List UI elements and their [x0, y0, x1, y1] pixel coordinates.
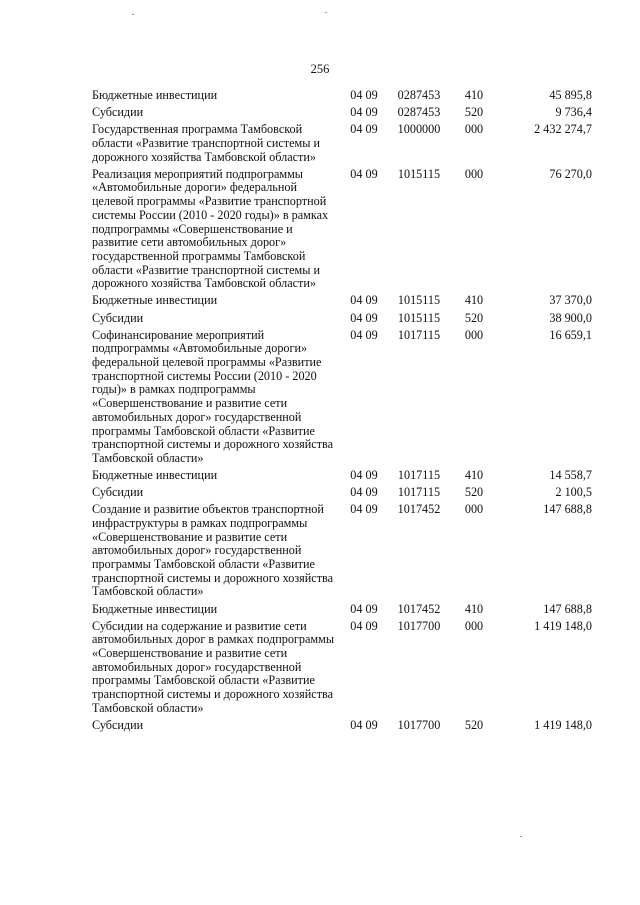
item-name: Субсидии на содержание и развитие сети автомобильных дорог в рамках подпрограммы «Совершенствование и развитие сети автомобильных дорог» государственной программы Тамбовской области «Развитие транспортной системы и дорожного хозяйства Тамбовской области»: [92, 618, 335, 715]
section-code: 04 09: [350, 601, 378, 616]
expense-type: 000: [464, 122, 484, 137]
section-code: 04 09: [350, 88, 378, 102]
table-row: [92, 168, 592, 295]
expense-type: 520: [464, 717, 484, 732]
table-row: [92, 123, 592, 168]
section-code: 04 09: [350, 468, 378, 483]
table-row: [92, 469, 592, 486]
table-row: [92, 106, 592, 123]
expense-type: 410: [464, 468, 484, 483]
expense-type: 520: [464, 485, 484, 500]
item-name: Бюджетные инвестиции: [92, 293, 218, 308]
scan-speck: [325, 12, 327, 13]
item-name: Бюджетные инвестиции: [92, 88, 218, 102]
section-code: 04 09: [350, 502, 378, 517]
table-row: [92, 312, 592, 329]
target-code: 1017115: [397, 468, 441, 483]
amount: 147 688,8: [543, 601, 592, 616]
amount: 37 370,0: [549, 293, 592, 308]
item-name: Субсидии: [92, 105, 144, 120]
expense-type: 520: [464, 105, 484, 120]
section-code: 04 09: [350, 618, 378, 633]
expense-type: 520: [464, 310, 484, 325]
target-code: 0287453: [397, 88, 441, 102]
expense-type: 410: [464, 88, 484, 102]
table-row: [92, 329, 592, 469]
item-name: Софинансирование мероприятий подпрограммы «Автомобильные дороги» федеральной целевой программы «Развитие транспортной системы России (2010 - 2020 годы)» в рамках подпрограммы «Совершенствование и развитие сети автомобильных дорог» государственной программы Тамбовской области «Развитие транспортной системы и дорожного хозяйства Тамбовской области»: [92, 327, 334, 465]
item-name: Создание и развитие объектов транспортной инфраструктуры в рамках подпрограммы «Совершенствование и развитие сети автомобильных дорог» государственной программы Тамбовской области «Развитие транспортной системы и дорожного хозяйства Тамбовской области»: [92, 502, 334, 599]
table-row: [92, 486, 592, 503]
amount: 2 100,5: [555, 485, 592, 500]
amount: 1 419 148,0: [534, 717, 592, 732]
item-name: Бюджетные инвестиции: [92, 468, 218, 483]
section-code: 04 09: [350, 122, 378, 137]
section-code: 04 09: [350, 105, 378, 120]
table-row: [92, 503, 592, 602]
expense-type: 000: [464, 327, 484, 342]
amount: 38 900,0: [549, 310, 592, 325]
target-code: 1000000: [397, 122, 441, 137]
table-row: [92, 294, 592, 311]
amount: 9 736,4: [555, 105, 592, 120]
amount: 14 558,7: [549, 468, 592, 483]
amount: 147 688,8: [543, 502, 592, 517]
amount: 1 419 148,0: [534, 618, 592, 633]
expense-type: 410: [464, 601, 484, 616]
target-code: 1017700: [397, 717, 441, 732]
item-name: Субсидии: [92, 310, 144, 325]
amount: 45 895,8: [549, 88, 592, 102]
item-name: Субсидии: [92, 485, 144, 500]
section-code: 04 09: [350, 166, 378, 181]
item-name: Субсидии: [92, 717, 144, 732]
expense-type: 000: [464, 166, 484, 181]
table-row: [92, 719, 592, 736]
target-code: 1015115: [397, 293, 441, 308]
amount: 76 270,0: [549, 166, 592, 181]
section-code: 04 09: [350, 310, 378, 325]
table-row: [92, 603, 592, 620]
target-code: 1015115: [397, 166, 441, 181]
budget-table: [92, 89, 592, 736]
section-code: 04 09: [350, 717, 378, 732]
item-name: Реализация мероприятий подпрограммы «Автомобильные дороги» федеральной целевой программы «Развитие транспортной системы России (2010 - 2020 годы)» в рамках подпрограммы «Совершенствование и развитие сети автомобильных дорог» государственной программы Тамбовской области «Развитие транспортной системы и дорожного хозяйства Тамбовской области»: [92, 166, 329, 291]
target-code: 1017115: [397, 485, 441, 500]
target-code: 1015115: [397, 310, 441, 325]
expense-type: 410: [464, 293, 484, 308]
expense-type: 000: [464, 618, 484, 633]
target-code: 1017452: [397, 502, 441, 517]
amount: 16 659,1: [549, 327, 592, 342]
target-code: 0287453: [397, 105, 441, 120]
expense-type: 000: [464, 502, 484, 517]
item-name: Государственная программа Тамбовской области «Развитие транспортной системы и дорожного хозяйства Тамбовской области»: [92, 122, 320, 164]
scan-speck: [520, 836, 522, 837]
target-code: 1017452: [397, 601, 441, 616]
section-code: 04 09: [350, 293, 378, 308]
target-code: 1017700: [397, 618, 441, 633]
table-row: [92, 620, 592, 719]
page-number: 256: [310, 62, 330, 76]
scan-speck: [132, 14, 134, 15]
item-name: Бюджетные инвестиции: [92, 601, 218, 616]
target-code: 1017115: [397, 327, 441, 342]
section-code: 04 09: [350, 485, 378, 500]
amount: 2 432 274,7: [534, 122, 592, 137]
table-row: [92, 89, 592, 106]
section-code: 04 09: [350, 327, 378, 342]
